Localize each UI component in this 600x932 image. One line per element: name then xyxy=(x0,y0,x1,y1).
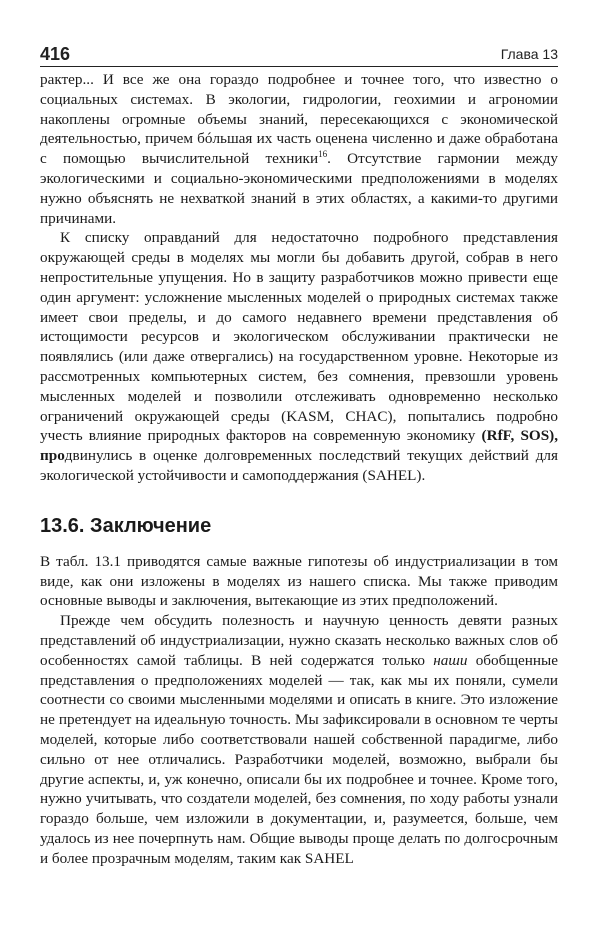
chapter-label: Глава 13 xyxy=(500,46,558,62)
running-header xyxy=(40,44,558,67)
footnote-ref-16[interactable]: 16 xyxy=(318,149,328,160)
paragraph-4-italic-word: наши xyxy=(433,651,468,669)
paragraph-2-text-b: двинулись в оценке долговременных последствий текущих действий для экологической устойчивости и самоподдержания (SAHEL). xyxy=(40,447,558,484)
section-heading: 13.6. Заключение xyxy=(40,514,212,537)
page-number: 416 xyxy=(40,44,71,64)
paragraph-2 xyxy=(40,228,558,485)
paragraph-4 xyxy=(40,611,558,868)
paragraph-2-bold-models: (RfF, SOS), про xyxy=(40,427,559,465)
page-body xyxy=(40,70,558,868)
paragraph-4-text-a: Прежде чем обсудить полезность и научную ценность девяти разных представлений об индустриализации, нужно сказать несколько важных слов об особенностях самой таблицы. В ней содержатся только xyxy=(40,612,558,669)
paragraph-3: В табл. 13.1 приводятся самые важные гипотезы об индустриализации в том виде, как они изложены в моделях из нашего списка. Мы также приводим основные выводы и заключения, вытекающие из этих предположений. xyxy=(40,552,558,610)
paragraph-2-text-a: К списку оправданий для недостаточно подробного представления окружающей среды в моделях мы могли бы добавить другой, собрав в него непростительные упущения. Но в защиту разработчиков можно привести еще один аргумент: усложнение мысленных моделей о природных системах также имеет свои пределы, и до самого недавнего времени представления об истощимости ресурсов и экологическом обслуживании практически не появлялись (или даже отвергались) на государственном уровне. Некоторые из рассмотренных компьютерных систем, без сомнения, превзошли уровень мысленных моделей и позволили отслеживать одновременно несколько ограничений окружающей среды (KASM, CHAC), попытались подробно учесть влияние природных факторов на современную экономику xyxy=(40,229,558,445)
paragraph-1-text-b: . Отсутствие гармонии между экологическими и социально-экономическими предположениями в моделях нужно объяснять не нехваткой знаний в этих областях, а какими-то другими причинами. xyxy=(40,150,558,227)
paragraph-1-text-a: рактер... И все же она гораздо подробнее и точнее того, что известно о социальных системах. В экологии, гидрологии, геохимии и агрономии накоплены огромные объемы знаний, пересекающихся с экономической деятельностью, причем бóльшая их часть оценена численно и даже обработана с помощью вычислительной техники xyxy=(40,71,558,168)
paragraph-1 xyxy=(40,70,558,228)
paragraph-4-text-b: обобщенные представления о предположениях моделей — так, как мы их поняли, сумели соотнести со своими мысленными моделями и описать в книге. Это изложение не претендует на идеальную точность. Мы зафиксировали в основном те черты моделей, которые либо соответствовали нашей собственной парадигме, либо сильно от нее отличались. Разработчики моделей, возможно, выбрали бы другие аспекты, и, уж конечно, описали бы их подробнее и точнее. Кроме того, нужно учитывать, что создатели моделей, без сомнения, по ходу работы узнали гораздо больше, чем изложили в документации, и, разумеется, больше, чем удалось из нее почерпнуть нам. Общие выводы проще делать по долгосрочным и более прозрачным моделям, таким как SAHEL xyxy=(40,651,558,867)
